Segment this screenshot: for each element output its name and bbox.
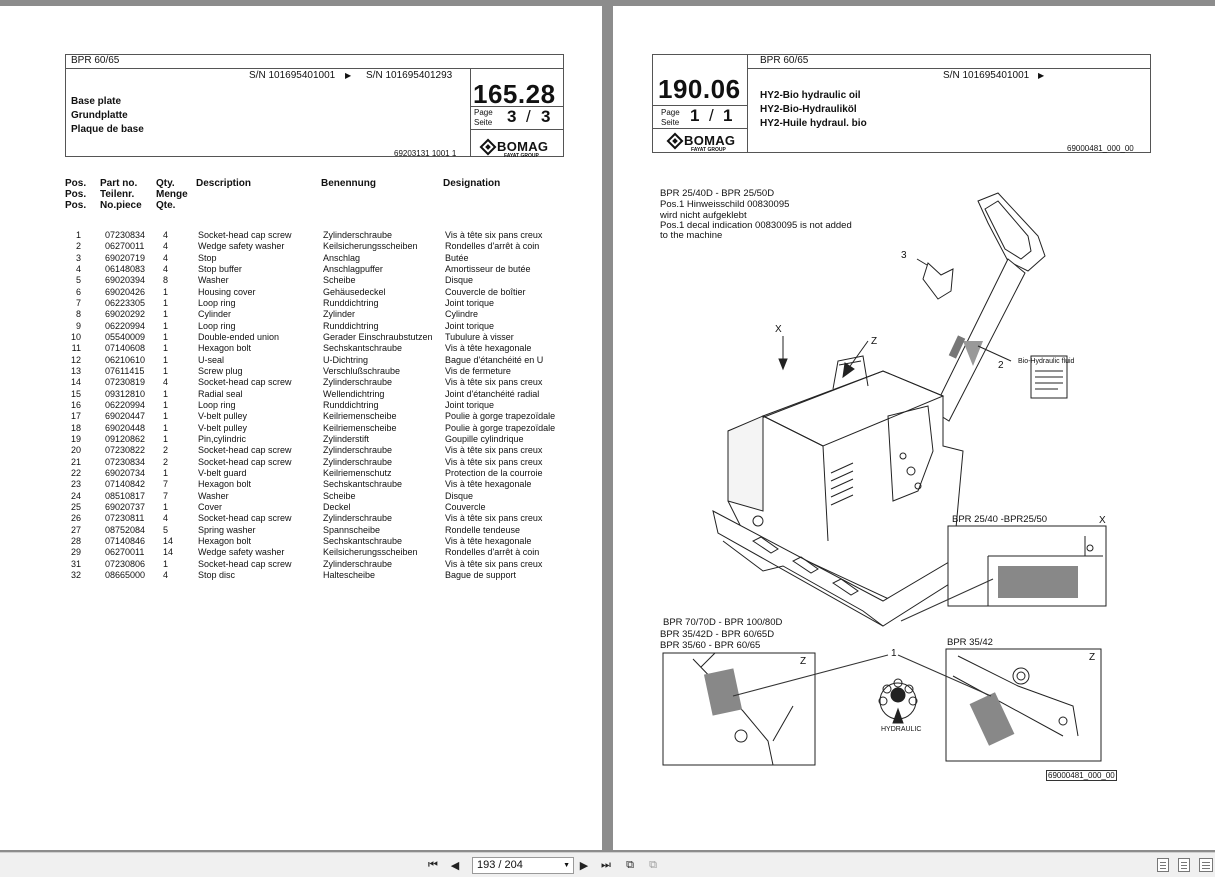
parts-list [65, 230, 565, 581]
decal-label: Bio-Hydraulic fluid [1018, 358, 1075, 365]
parts-cell-des: Disque [445, 275, 474, 286]
left-serial-from: S/N 101695401001 [249, 70, 336, 81]
parts-cell-part: 69020394 [105, 275, 146, 286]
col-qty-de: Menge [156, 189, 188, 200]
parts-cell-part: 07230806 [105, 558, 146, 569]
serial-arrow-icon: ▶ [345, 71, 352, 80]
parts-cell-des: Joint torique [445, 320, 495, 331]
left-page-current: 3 [507, 107, 517, 126]
parts-cell-ben: Zylinderschraube [323, 513, 393, 524]
parts-row [65, 411, 565, 422]
parts-cell-pos: 18 [70, 422, 81, 433]
col-qty-en: Qty. [156, 178, 175, 189]
parts-cell-part: 08510817 [105, 490, 146, 501]
parts-cell-qty: 1 [163, 388, 169, 399]
parts-cell-desc: Socket-head cap screw [198, 377, 292, 388]
drawing-note-3: wird nicht aufgeklebt [660, 210, 747, 221]
parts-cell-part: 69020292 [105, 309, 146, 320]
parts-cell-qty: 8 [163, 275, 169, 286]
parts-cell-des: Disque [445, 490, 474, 501]
parts-row [65, 389, 565, 400]
parts-cell-pos: 19 [70, 433, 81, 444]
parts-cell-desc: Loop ring [198, 297, 236, 308]
parts-cell-qty: 4 [163, 513, 169, 524]
parts-cell-qty: 1 [163, 297, 169, 308]
parts-cell-des: Vis à tête six pans creux [445, 558, 543, 569]
parts-cell-ben: Keilriemenschutz [323, 467, 392, 478]
label-x-detail: X [1099, 515, 1106, 526]
parts-cell-part: 09312810 [105, 388, 146, 399]
parts-row [65, 434, 565, 445]
bio-logo-text: HYDRAULIC [881, 726, 922, 733]
right-model: BPR 60/65 [760, 55, 809, 66]
left-page-sep: / [526, 107, 531, 126]
right-page-current: 1 [690, 106, 700, 125]
parts-cell-desc: Stop [198, 252, 217, 263]
parts-cell-qty: 5 [163, 524, 169, 535]
parts-cell-desc: Hexagon bolt [198, 343, 252, 354]
parts-cell-desc: Hexagon bolt [198, 535, 252, 546]
parts-cell-desc: Screw plug [198, 365, 243, 376]
parts-cell-pos: 20 [70, 445, 81, 456]
first-page-icon[interactable]: ⏮ [428, 859, 438, 871]
parts-cell-ben: Scheibe [323, 490, 356, 501]
drawing-note-2: Pos.1 Hinweisschild 00830095 [660, 199, 790, 210]
parts-cell-desc: Socket-head cap screw [198, 558, 292, 569]
parts-row [65, 287, 565, 298]
parts-cell-ben: Runddichtring [323, 399, 379, 410]
parts-cell-ben: Sechskantschraube [323, 343, 403, 354]
parts-cell-qty: 2 [163, 456, 169, 467]
parts-cell-part: 07230822 [105, 445, 146, 456]
label-x-main: X [775, 324, 782, 335]
parts-cell-part: 69020737 [105, 501, 146, 512]
single-page-view-icon[interactable] [1157, 858, 1169, 872]
parts-cell-pos: 12 [70, 354, 81, 365]
parts-cell-part: 69020734 [105, 467, 146, 478]
right-bomag-logo: BOMAG FAYAT GROUP [669, 134, 735, 147]
parts-cell-ben: Zylinderstift [323, 433, 370, 444]
parts-cell-part: 06220994 [105, 320, 146, 331]
parts-cell-desc: Stop disc [198, 569, 236, 580]
callout-2: 2 [998, 360, 1004, 371]
parts-cell-qty: 1 [163, 399, 169, 410]
plate-compactor-drawing [653, 181, 1173, 801]
parts-cell-ben: Gehäusedeckel [323, 286, 386, 297]
parts-row [65, 377, 565, 388]
detail-z2-title: BPR 35/42 [947, 637, 993, 648]
parts-cell-pos: 17 [70, 411, 81, 422]
parts-cell-des: Joint torique [445, 399, 495, 410]
parts-cell-pos: 1 [75, 230, 81, 240]
left-page-total: 3 [541, 107, 551, 126]
parts-cell-desc: Washer [198, 275, 229, 286]
label-z-detail-2: Z [1089, 652, 1096, 663]
parts-cell-qty: 1 [163, 286, 169, 297]
detail-z1-title-2: BPR 35/42D - BPR 60/65D [660, 629, 775, 640]
parts-cell-desc: V-belt pulley [198, 422, 248, 433]
next-page-icon[interactable]: ▶ [579, 860, 589, 872]
parts-cell-des: Vis à tête six pans creux [445, 513, 543, 524]
parts-cell-ben: Keilsicherungsscheiben [323, 547, 418, 558]
parts-cell-part: 06210610 [105, 354, 146, 365]
parts-cell-desc: Socket-head cap screw [198, 456, 292, 467]
parts-cell-des: Couvercle de boîtier [445, 286, 526, 297]
label-z-main: Z [871, 336, 878, 347]
parts-cell-part: 08665000 [105, 569, 146, 580]
parts-cell-qty: 1 [163, 411, 169, 422]
parts-cell-ben: Scheibe [323, 275, 356, 286]
right-page-sep: / [709, 106, 714, 125]
parts-row [65, 343, 565, 354]
parts-cell-qty: 14 [163, 535, 174, 546]
parts-row [65, 321, 565, 332]
parts-cell-ben: Haltescheibe [323, 569, 376, 580]
parts-cell-ben: U-Dichtring [323, 354, 369, 365]
parts-cell-pos: 26 [70, 513, 81, 524]
two-page-view-icon[interactable] [1199, 858, 1213, 872]
parts-row [65, 536, 565, 547]
parts-cell-desc: Cover [198, 501, 223, 512]
drawing-note-4: Pos.1 decal indication 00830095 is not added [660, 220, 852, 231]
parts-cell-qty: 1 [163, 422, 169, 433]
parts-row [65, 547, 565, 558]
parts-cell-qty: 7 [163, 479, 169, 490]
parts-cell-pos: 10 [70, 331, 81, 342]
col-designation: Designation [443, 178, 501, 189]
parts-cell-des: Vis à tête six pans creux [445, 377, 543, 388]
parts-cell-desc: Pin,cylindric [198, 433, 247, 444]
right-serial-from: S/N 101695401001 [943, 70, 1030, 81]
parts-row [65, 479, 565, 490]
parts-cell-ben: Zylinderschraube [323, 456, 393, 467]
parts-row [65, 468, 565, 479]
bomag-diamond-icon [480, 138, 497, 155]
parts-cell-qty: 1 [163, 365, 169, 376]
parts-cell-des: Amortisseur de butée [445, 263, 531, 274]
parts-row [65, 513, 565, 524]
prev-page-icon[interactable]: ◀ [450, 860, 460, 872]
parts-cell-part: 05540009 [105, 331, 146, 342]
parts-cell-qty: 1 [163, 558, 169, 569]
parts-cell-pos: 27 [70, 524, 81, 535]
parts-cell-pos: 8 [75, 309, 81, 320]
parts-row [65, 502, 565, 513]
parts-row [65, 423, 565, 434]
right-doc-code: 69000481_000_00 [1067, 144, 1134, 153]
parts-row [65, 309, 565, 320]
detail-x-title: BPR 25/40 -BPR25/50 [952, 514, 1048, 525]
parts-cell-desc: Housing cover [198, 286, 256, 297]
parts-cell-pos: 6 [75, 286, 81, 297]
parts-cell-desc: Cylinder [198, 309, 232, 320]
parts-cell-qty: 1 [163, 467, 169, 478]
parts-cell-des: Vis à tête six pans creux [445, 456, 543, 467]
parts-cell-qty: 1 [163, 331, 169, 342]
col-benennung: Benennung [321, 178, 376, 189]
parts-cell-pos: 29 [70, 547, 81, 558]
right-group-number: 190.06 [658, 74, 741, 104]
parts-cell-desc: Socket-head cap screw [198, 230, 292, 240]
right-title-fr: HY2-Huile hydraul. bio [760, 118, 867, 129]
parts-cell-part: 09120862 [105, 433, 146, 444]
parts-cell-qty: 7 [163, 490, 169, 501]
parts-cell-part: 07140608 [105, 343, 146, 354]
parts-cell-part: 08752084 [105, 524, 146, 535]
parts-row [65, 298, 565, 309]
parts-cell-desc: Loop ring [198, 320, 236, 331]
parts-cell-qty: 1 [163, 501, 169, 512]
parts-cell-pos: 4 [75, 263, 81, 274]
right-page-label-de: Seite [661, 118, 680, 127]
parts-cell-part: 69020447 [105, 411, 146, 422]
parts-row [65, 264, 565, 275]
goto-next-view-icon[interactable]: ⧉ [649, 859, 657, 871]
right-title-en: HY2-Bio hydraulic oil [760, 90, 861, 101]
parts-cell-des: Cylindre [445, 309, 479, 320]
parts-cell-qty: 2 [163, 445, 169, 456]
parts-row [65, 253, 565, 264]
parts-cell-des: Protection de la courroie [445, 467, 543, 478]
parts-row [65, 241, 565, 252]
parts-cell-part: 07230834 [105, 230, 146, 240]
parts-cell-qty: 1 [163, 354, 169, 365]
parts-cell-ben: Spannscheibe [323, 524, 381, 535]
parts-cell-pos: 31 [70, 558, 81, 569]
callout-3: 3 [901, 250, 907, 261]
parts-cell-desc: Wedge safety washer [198, 241, 285, 252]
parts-cell-pos: 13 [70, 365, 81, 376]
parts-row [65, 525, 565, 536]
parts-cell-des: Vis à tête hexagonale [445, 535, 532, 546]
left-group-number: 165.28 [473, 79, 556, 109]
parts-cell-des: Vis de fermeture [445, 365, 511, 376]
parts-cell-pos: 2 [75, 241, 81, 252]
parts-cell-ben: Zylinderschraube [323, 558, 393, 569]
parts-cell-pos: 7 [75, 297, 81, 308]
parts-cell-ben: Sechskantschraube [323, 479, 403, 490]
parts-cell-desc: Hexagon bolt [198, 479, 252, 490]
col-part-en: Part no. [100, 178, 138, 189]
parts-cell-des: Bague d'étanchéité en U [445, 354, 544, 365]
parts-cell-part: 69020448 [105, 422, 146, 433]
parts-cell-part: 07140846 [105, 535, 146, 546]
parts-cell-des: Joint torique [445, 297, 495, 308]
parts-cell-des: Vis à tête six pans creux [445, 230, 543, 240]
right-title-de: HY2-Bio-Hydrauliköl [760, 104, 857, 115]
parts-cell-part: 69020719 [105, 252, 146, 263]
parts-cell-ben: Keilriemenscheibe [323, 411, 397, 422]
parts-cell-des: Vis à tête six pans creux [445, 445, 543, 456]
parts-cell-qty: 4 [163, 230, 169, 240]
detail-z1-title-3: BPR 35/60 - BPR 60/65 [660, 640, 761, 651]
parts-cell-part: 06220994 [105, 399, 146, 410]
chevron-down-icon: ▼ [563, 862, 570, 869]
left-title-fr: Plaque de base [71, 124, 144, 135]
parts-row [65, 445, 565, 456]
serial-arrow-icon: ▶ [1038, 71, 1045, 80]
left-page-label-en: Page [474, 108, 493, 117]
parts-row [65, 332, 565, 343]
parts-row [65, 570, 565, 581]
left-title-de: Grundplatte [71, 110, 128, 121]
parts-cell-pos: 15 [70, 388, 81, 399]
left-serial-to: S/N 101695401293 [366, 70, 453, 81]
parts-cell-ben: Sechskantschraube [323, 535, 403, 546]
parts-cell-pos: 25 [70, 501, 81, 512]
detail-z1-title-1: BPR 70/70D - BPR 100/80D [663, 617, 783, 628]
parts-cell-des: Couvercle [445, 501, 486, 512]
parts-cell-pos: 11 [71, 343, 81, 354]
col-qty-fr: Qte. [156, 200, 176, 211]
parts-cell-qty: 4 [163, 241, 169, 252]
parts-row [65, 366, 565, 377]
parts-cell-des: Rondelles d'arrêt à coin [445, 241, 540, 252]
left-page [0, 6, 602, 850]
parts-cell-des: Joint d'étanchéité radial [445, 388, 540, 399]
parts-cell-des: Rondelles d'arrêt à coin [445, 547, 540, 558]
parts-cell-desc: V-belt guard [198, 467, 247, 478]
parts-cell-des: Rondelle tendeuse [445, 524, 521, 535]
parts-cell-qty: 1 [163, 320, 169, 331]
left-title-en: Base plate [71, 96, 122, 107]
parts-cell-desc: Wedge safety washer [198, 547, 285, 558]
parts-cell-desc: Socket-head cap screw [198, 445, 292, 456]
col-part-fr: No.piece [100, 200, 142, 211]
parts-cell-qty: 4 [163, 569, 169, 580]
left-doc-code: 69203131 1001 1 [394, 149, 457, 158]
parts-cell-des: Goupille cylindrique [445, 433, 524, 444]
parts-cell-ben: Runddichtring [323, 297, 379, 308]
parts-cell-ben: Zylinderschraube [323, 230, 393, 240]
goto-previous-view-icon[interactable]: ⧉ [626, 859, 634, 871]
parts-cell-part: 07230811 [105, 513, 145, 524]
col-pos-en: Pos. [65, 178, 87, 189]
parts-cell-desc: V-belt pulley [198, 411, 248, 422]
parts-row [65, 230, 565, 241]
parts-row [65, 457, 565, 468]
parts-cell-pos: 22 [70, 467, 81, 478]
parts-cell-pos: 9 [75, 320, 81, 331]
page-select[interactable] [472, 857, 574, 874]
col-description: Description [196, 178, 252, 189]
parts-cell-part: 06148083 [105, 263, 146, 274]
parts-cell-part: 07140842 [105, 479, 146, 490]
parts-row [65, 491, 565, 502]
parts-cell-pos: 14 [70, 377, 81, 388]
parts-row [65, 400, 565, 411]
parts-cell-desc: Double-ended union [198, 331, 280, 342]
bomag-diamond-icon [667, 132, 684, 149]
parts-cell-qty: 4 [163, 252, 169, 263]
col-pos-de: Pos. [65, 189, 87, 200]
parts-cell-ben: Anschlag [323, 252, 361, 263]
parts-cell-desc: Spring washer [198, 524, 256, 535]
parts-cell-ben: Anschlagpuffer [323, 263, 383, 274]
parts-cell-pos: 24 [70, 490, 81, 501]
parts-cell-des: Bague de support [445, 569, 517, 580]
parts-cell-part: 06270011 [105, 547, 145, 558]
parts-cell-ben: Zylinderschraube [323, 445, 393, 456]
page-indicator: 193 / 204 [477, 859, 523, 871]
parts-cell-desc: Radial seal [198, 388, 243, 399]
col-part-de: Teilenr. [100, 189, 135, 200]
parts-cell-part: 07611415 [105, 365, 145, 376]
last-page-icon[interactable]: ⏭ [601, 859, 611, 871]
parts-cell-part: 69020426 [105, 286, 146, 297]
left-page-label-de: Seite [474, 118, 493, 127]
parts-cell-pos: 5 [75, 275, 81, 286]
drawing-ref: 69000481_000_00 [1048, 771, 1115, 780]
parts-cell-desc: Loop ring [198, 399, 236, 410]
parts-cell-des: Poulie à gorge trapezoïdale [445, 411, 556, 422]
parts-cell-qty: 1 [163, 343, 169, 354]
parts-cell-ben: Runddichtring [323, 320, 379, 331]
label-z-detail-1: Z [800, 656, 807, 667]
parts-cell-qty: 14 [163, 547, 174, 558]
viewer-toolbar [0, 852, 1215, 877]
parts-cell-desc: Washer [198, 490, 229, 501]
parts-cell-des: Poulie à gorge trapezoïdale [445, 422, 556, 433]
parts-cell-des: Vis à tête hexagonale [445, 343, 532, 354]
parts-cell-des: Butée [445, 252, 469, 263]
parts-cell-qty: 4 [163, 377, 169, 388]
parts-cell-part: 07230819 [105, 377, 146, 388]
parts-cell-desc: U-seal [198, 354, 225, 365]
drawing-note-5: to the machine [660, 230, 723, 241]
parts-cell-ben: Zylinder [323, 309, 356, 320]
parts-cell-ben: Zylinderschraube [323, 377, 393, 388]
parts-cell-part: 06223305 [105, 297, 146, 308]
parts-cell-pos: 21 [70, 456, 81, 467]
parts-cell-pos: 28 [70, 535, 81, 546]
parts-cell-ben: Gerader Einschraubstutzen [323, 331, 433, 342]
parts-cell-ben: Keilriemenscheibe [323, 422, 397, 433]
right-page-label-en: Page [661, 108, 680, 117]
parts-row [65, 355, 565, 366]
right-page [613, 6, 1215, 850]
parts-cell-pos: 3 [75, 252, 81, 263]
parts-cell-pos: 32 [70, 569, 81, 580]
drawing-note-1: BPR 25/40D - BPR 25/50D [660, 188, 775, 199]
parts-cell-pos: 23 [70, 479, 81, 490]
parts-cell-qty: 1 [163, 309, 169, 320]
continuous-view-icon[interactable] [1178, 858, 1190, 872]
col-pos-fr: Pos. [65, 200, 87, 211]
parts-cell-ben: Deckel [323, 501, 351, 512]
right-page-total: 1 [723, 106, 733, 125]
left-model: BPR 60/65 [71, 55, 120, 66]
parts-cell-ben: Wellendichtring [323, 388, 385, 399]
callout-1: 1 [891, 648, 897, 659]
parts-cell-des: Vis à tête hexagonale [445, 479, 532, 490]
parts-cell-ben: Verschlußschraube [323, 365, 401, 376]
parts-cell-qty: 1 [163, 433, 169, 444]
parts-cell-ben: Keilsicherungsscheiben [323, 241, 418, 252]
parts-cell-desc: Stop buffer [198, 263, 242, 274]
parts-cell-desc: Socket-head cap screw [198, 513, 292, 524]
left-bomag-logo: BOMAG FAYAT GROUP [482, 140, 548, 153]
parts-cell-des: Tubulure à visser [445, 331, 514, 342]
parts-row [65, 275, 565, 286]
parts-cell-pos: 16 [70, 399, 81, 410]
parts-row [65, 559, 565, 570]
parts-cell-qty: 4 [163, 263, 169, 274]
parts-cell-part: 07230834 [105, 456, 146, 467]
parts-cell-part: 06270011 [105, 241, 145, 252]
